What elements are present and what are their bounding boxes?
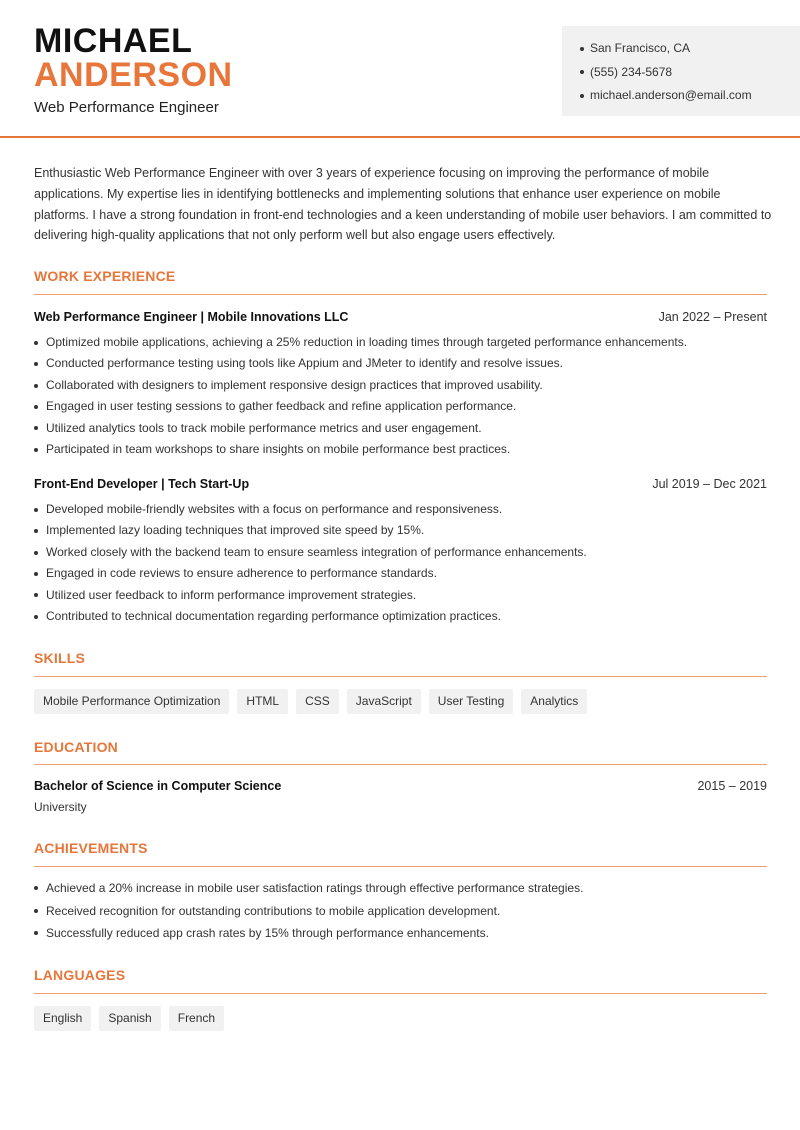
skills-tags [34,689,587,714]
education-degree: Bachelor of Science in Computer Science [34,779,282,793]
job-title: Web Performance Engineer [34,99,219,116]
job-bullet-list [34,332,774,460]
bullet-icon [34,909,38,913]
language-tag: English [34,1006,91,1031]
bullet-icon [580,47,584,51]
job-role: Web Performance Engineer | Mobile Innovations LLC [34,310,349,324]
job-role: Front-End Developer | Tech Start-Up [34,477,250,491]
contact-phone: (555) 234-5678 [580,61,800,85]
skill-tag: JavaScript [347,689,421,714]
job-dates: Jan 2022 – Present [658,310,767,324]
contact-box [562,26,800,116]
section-divider [34,294,767,295]
list-item: Utilized user feedback to inform performance improvement strategies. [34,585,774,606]
last-name: ANDERSON [34,56,233,94]
list-item: Successfully reduced app crash rates by 15% through performance enhancements. [34,922,774,945]
language-tags [34,1006,224,1031]
education-dates: 2015 – 2019 [697,779,767,793]
skill-tag: HTML [237,689,288,714]
bullet-icon [34,426,38,430]
education-school: University [34,800,87,814]
bullet-icon [580,94,584,98]
list-item: Received recognition for outstanding contributions to mobile application development. [34,900,774,923]
bullet-icon [34,529,38,533]
bullet-icon [34,593,38,597]
section-title-achievements: ACHIEVEMENTS [34,840,148,856]
language-tag: Spanish [99,1006,160,1031]
contact-location: San Francisco, CA [580,37,800,61]
job-header [34,477,767,491]
section-divider [34,676,767,677]
bullet-icon [34,448,38,452]
achievement-list [34,877,774,945]
skill-tag: User Testing [429,689,513,714]
list-item: Achieved a 20% increase in mobile user satisfaction ratings through effective performance strategies. [34,877,774,900]
list-item: Worked closely with the backend team to ensure seamless integration of performance enhancements. [34,542,774,563]
section-divider [34,764,767,765]
bullet-icon [580,70,584,74]
list-item: Engaged in code reviews to ensure adherence to performance standards. [34,563,774,584]
list-item: Participated in team workshops to share insights on mobile performance best practices. [34,439,774,460]
summary-paragraph: Enthusiastic Web Performance Engineer with over 3 years of experience focusing on improving the performance of mobile applications. My expertise lies in identifying bottlenecks and implementing solutions that enhance user experience on mobile platforms. I have a strong foundation in front-end technologies and a keen understanding of mobile user behaviors. I am committed to delivering high-quality applications that not only perform well but also engage users effectively. [34,166,772,243]
bullet-icon [34,508,38,512]
bullet-icon [34,931,38,935]
list-item: Engaged in user testing sessions to gather feedback and refine application performance. [34,396,774,417]
list-item: Contributed to technical documentation regarding performance optimization practices. [34,606,774,627]
language-tag: French [169,1006,224,1031]
bullet-icon [34,384,38,388]
section-divider [34,993,767,994]
education-header [34,779,767,793]
section-title-education: EDUCATION [34,739,118,755]
job-dates: Jul 2019 – Dec 2021 [652,477,767,491]
job-header [34,310,767,324]
resume-header [0,0,800,138]
first-name: MICHAEL [34,22,193,60]
list-item: Utilized analytics tools to track mobile performance metrics and user engagement. [34,418,774,439]
list-item: Optimized mobile applications, achieving a 25% reduction in loading times through targeted performance enhancements. [34,332,774,353]
bullet-icon [34,362,38,366]
list-item: Developed mobile-friendly websites with a focus on performance and responsiveness. [34,499,774,520]
section-title-work: WORK EXPERIENCE [34,268,176,284]
bullet-icon [34,551,38,555]
skill-tag: Analytics [521,689,587,714]
skill-tag: CSS [296,689,339,714]
section-title-languages: LANGUAGES [34,967,126,983]
contact-email: michael.anderson@email.com [580,84,800,108]
bullet-icon [34,615,38,619]
bullet-icon [34,886,38,890]
skill-tag: Mobile Performance Optimization [34,689,229,714]
bullet-icon [34,572,38,576]
list-item: Conducted performance testing using tools like Appium and JMeter to identify and resolve issues. [34,353,774,374]
section-title-skills: SKILLS [34,650,85,666]
section-divider [34,866,767,867]
job-bullet-list [34,499,774,627]
list-item: Collaborated with designers to implement responsive design practices that improved usability. [34,375,774,396]
bullet-icon [34,405,38,409]
bullet-icon [34,341,38,345]
list-item: Implemented lazy loading techniques that improved site speed by 15%. [34,520,774,541]
